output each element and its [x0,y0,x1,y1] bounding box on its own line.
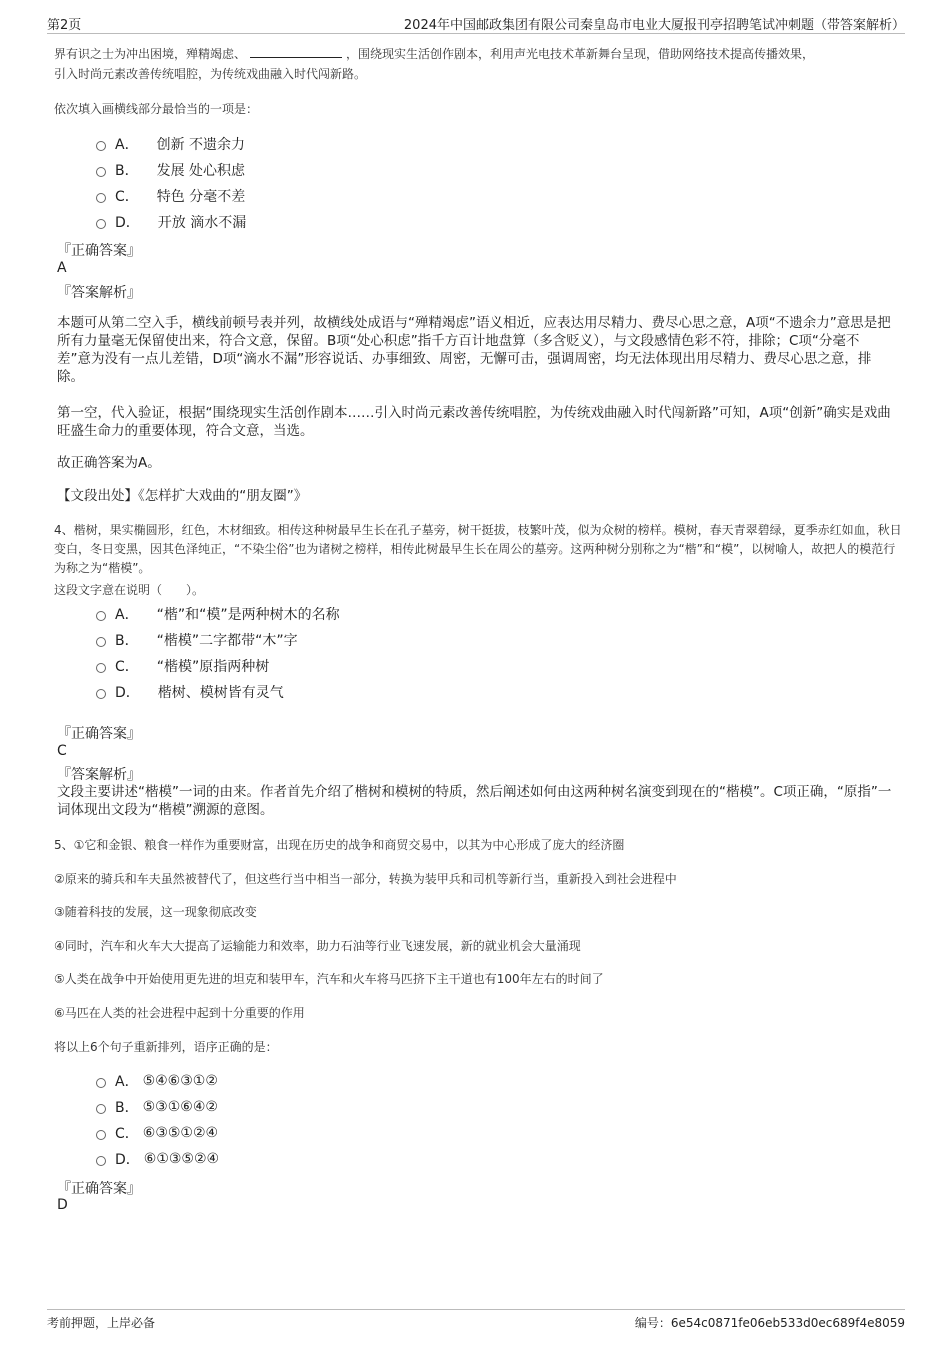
q5-sentence-5: ⑤人类在战争中开始使用更先进的坦克和装甲车，汽车和火车将马匹挤下主干道也有100年左右的时间了 [54,972,604,986]
q5-option-a[interactable] [96,1071,218,1091]
option-letter: D． [115,215,140,231]
q5-sentence-1: 5、①它和金银、粮食一样作为重要财富，出现在历史的战争和商贸交易中，以其为中心形成了庞大的经济圈 [54,838,625,852]
q4-passage: 4、楷树，果实椭圆形，红色，木材细致。相传这种树最早生长在孔子墓旁，树干挺拔，枝繁叶茂，似为众树的榜样。模树，春天青翠碧绿，夏季赤红如血，秋日变白，冬日变黑，因其色泽纯正，“不染尘俗”也为诸树之榜样，相传此树最早生长在周公的墓旁。这两种树分别称之为“楷”和“模”，以树喻人，故把人的模范行为称之为“楷模”。 [54,523,902,575]
option-letter: C． [115,1126,139,1142]
q5-option-d[interactable] [96,1149,219,1169]
q3-option-b[interactable] [96,160,245,180]
footer-divider [47,1309,905,1310]
q4-option-c[interactable] [96,656,269,676]
q4-option-b[interactable] [96,630,298,650]
q3-passage-line1 [54,44,814,64]
option-text: ⑤③①⑥④② [142,1099,218,1115]
option-text: “楷”和“模”是两种树木的名称 [156,607,340,623]
option-letter: A． [115,1074,139,1090]
q3-option-a[interactable] [96,134,245,154]
option-text: ⑥①③⑤②④ [143,1151,220,1167]
radio-icon[interactable] [96,1078,106,1088]
radio-icon[interactable] [96,167,106,177]
radio-icon[interactable] [96,219,106,229]
q4-analysis: 文段主要讲述“楷模”一词的由来。作者首先介绍了楷树和模树的特质，然后阐述如何由这两种树名演变到现在的“楷模”。C项正确，“原指”一词体现出文段为“楷模”溯源的意图。 [57,784,892,818]
q4-option-a[interactable] [96,604,340,624]
radio-icon[interactable] [96,689,106,699]
option-text: 特色 分毫不差 [156,189,246,205]
option-letter: B． [115,633,139,649]
q5-sentence-3: ③随着科技的发展，这一现象彻底改变 [54,905,257,919]
option-letter: C． [115,189,139,205]
option-letter: B． [115,1100,139,1116]
document-code-label: 编号： [634,1316,671,1330]
q3-question: 依次填入画横线部分最恰当的一项是： [54,102,259,116]
header-divider [47,33,905,34]
q5-option-c[interactable] [96,1123,218,1143]
q3-analysis-paragraph-1: 本题可从第二空入手，横线前顿号表并列，故横线处成语与“殚精竭虑”语义相近，应表达用尽精力、费尽心思之意，A项“不遗余力”意思是把所有力量毫无保留使出来，符合文意，保留。B项“处心积虑”指千方百计地盘算（多含贬义），与文段感情色彩不符，排除；C项“分毫不差”意为没有一点儿差错，D项“滴水不漏”形容说话、办事细致、周密，无懈可击，强调周密，均无法体现出用尽精力、费尽心思之意，排除。 [57,315,891,385]
option-text: 开放 滴水不漏 [157,215,247,231]
option-text: 楷树、模树皆有灵气 [157,685,284,701]
option-text: ⑤④⑥③①② [142,1073,218,1089]
option-text: 创新 不遗余力 [156,137,246,153]
q3-option-d[interactable] [96,212,246,232]
document-title: 2024年中国邮政集团有限公司秦皇岛市电业大厦报刊亭招聘笔试冲刺题（带答案解析） [403,18,905,33]
q4-question: 这段文字意在说明（ ）。 [54,583,205,597]
radio-icon[interactable] [96,1156,106,1166]
option-letter: B． [115,163,139,179]
q3-passage-start: 界有识之士为冲出困境，殚精竭虑、 [54,47,247,61]
radio-icon[interactable] [96,1130,106,1140]
option-letter: C． [115,659,139,675]
q4-answer-label: 『正确答案』 [57,726,141,742]
q3-analysis-paragraph-3: 故正确答案为A。 [57,455,161,471]
q4-analysis-label: 『答案解析』 [57,767,141,783]
option-letter: D． [115,685,140,701]
radio-icon[interactable] [96,663,106,673]
option-letter: D． [115,1152,140,1168]
q4-answer: C [57,743,67,759]
option-text: 发展 处心积虑 [156,163,246,179]
radio-icon[interactable] [96,141,106,151]
q3-answer-label: 『正确答案』 [57,243,141,259]
radio-icon[interactable] [96,1104,106,1114]
q3-passage-line2: 引入时尚元素改善传统唱腔，为传统戏曲融入时代闯新路。 [54,67,367,81]
q5-answer-label: 『正确答案』 [57,1181,141,1197]
q5-sentence-2: ②原来的骑兵和车夫虽然被替代了，但这些行当中相当一部分，转换为装甲兵和司机等新行当，重新投入到社会进程中 [54,872,677,886]
q5-option-b[interactable] [96,1097,218,1117]
option-text: ⑥③⑤①②④ [142,1125,219,1141]
q3-answer: A [57,260,67,276]
option-letter: A． [115,137,139,153]
q5-sentence-4: ④同时，汽车和火车大大提高了运输能力和效率，助力石油等行业飞速发展，新的就业机会大量涌现 [54,939,581,953]
q4-option-d[interactable] [96,682,284,702]
footer-slogan: 考前押题，上岸必备 [47,1316,156,1330]
page-number: 第2页 [47,18,82,33]
q5-answer: D [57,1197,68,1213]
radio-icon[interactable] [96,611,106,621]
q3-source: 【文段出处】《怎样扩大戏曲的“朋友圈”》 [57,488,308,504]
option-text: “楷模”二字都带“木”字 [156,633,298,649]
option-letter: A． [115,607,139,623]
document-code [635,1314,905,1331]
q3-analysis-paragraph-2: 第一空，代入验证，根据“围绕现实生活创作剧本……引入时尚元素改善传统唱腔，为传统戏曲融入时代闯新路”可知，A项“创新”确实是戏曲旺盛生命力的重要体现，符合文意，当选。 [57,405,891,439]
radio-icon[interactable] [96,193,106,203]
option-text: “楷模”原指两种树 [156,659,270,675]
q3-analysis-label: 『答案解析』 [57,285,141,301]
q5-sentence-6: ⑥马匹在人类的社会进程中起到十分重要的作用 [54,1006,305,1020]
q3-option-c[interactable] [96,186,245,206]
q5-question: 将以上6个句子重新排列，语序正确的是： [54,1040,278,1054]
radio-icon[interactable] [96,637,106,647]
q3-passage-rest: ，围绕现实生活创作剧本，利用声光电技术革新舞台呈现，借助网络技术提高传播效果， [346,47,815,61]
fill-blank [250,45,342,58]
document-code-value: 6e54c0871fe06eb533d0ec689f4e8059 [670,1316,905,1330]
